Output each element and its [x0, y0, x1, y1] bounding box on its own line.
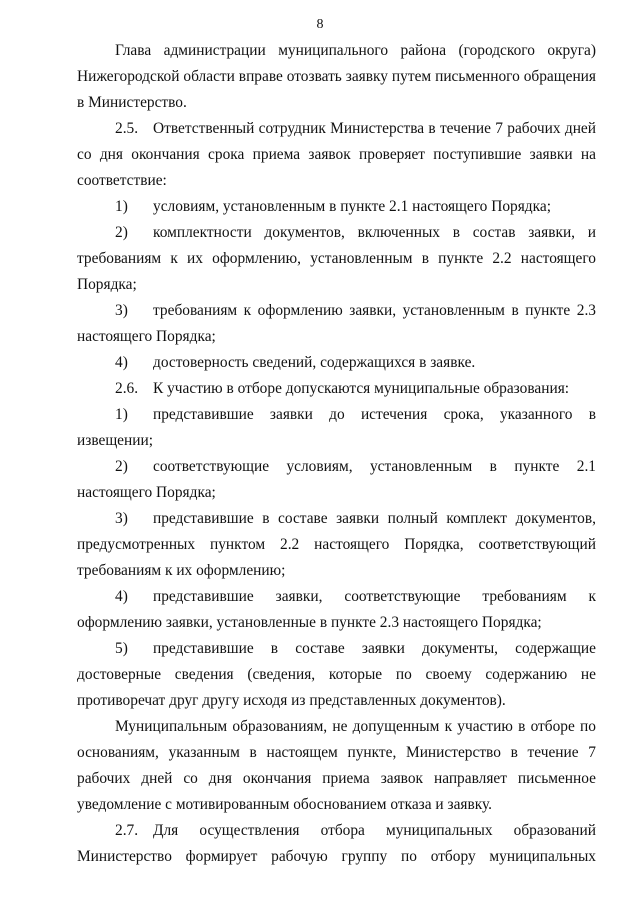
list-item-text: представившие в составе заявки документы, содержащие достоверные сведения (сведения, которые по своему содержанию не противоречат друг другу исходя из представленных документов).	[77, 640, 596, 709]
list-item-text: требованиям к оформлению заявки, установленным в пункте 2.3 настоящего Порядка;	[77, 302, 596, 345]
paragraph-text: Муниципальным образованиям, не допущенным к участию в отборе по основаниям, указанным в настоящем пункте, Министерство в течение 7 рабочих дней со дня окончания приема заявок направляет письменное уведомление с мотивированным обоснованием отказа и заявку.	[77, 718, 596, 813]
list-item	[77, 220, 596, 298]
clause-text: К участию в отборе допускаются муниципальные образования:	[153, 380, 570, 397]
list-item	[77, 194, 596, 220]
list-item	[77, 584, 596, 636]
list-item-number: 3)	[115, 302, 128, 319]
list-item-number: 2)	[115, 458, 128, 475]
list-item-number: 4)	[115, 354, 128, 371]
list-item-number: 1)	[115, 198, 128, 215]
list-item-number: 2)	[115, 224, 128, 241]
paragraph-text: Глава администрации муниципального района (городского округа) Нижегородской области вправе отозвать заявку путем письменного обращения в Министерство.	[77, 42, 596, 111]
list-item	[77, 636, 596, 714]
clause-2-6	[77, 376, 596, 402]
clause-text: Для осуществления отбора муниципальных образований Министерство формирует рабочую группу по отбору муниципальных	[77, 822, 596, 865]
list-item	[77, 506, 596, 584]
list-item	[77, 350, 596, 376]
list-item	[77, 402, 596, 454]
list-item-text: представившие заявки, соответствующие требованиям к оформлению заявки, установленные в пункте 2.3 настоящего Порядка;	[77, 588, 596, 631]
document-body	[77, 38, 596, 870]
clause-text: Ответственный сотрудник Министерства в течение 7 рабочих дней со дня окончания срока приема заявок проверяет поступившие заявки на соответствие:	[77, 120, 596, 189]
paragraph	[77, 38, 596, 116]
list-item-number: 3)	[115, 510, 128, 527]
list-item-text: комплектности документов, включенных в состав заявки, и требованиям к их оформлению, установленным в пункте 2.2 настоящего Порядка;	[77, 224, 596, 293]
list-item	[77, 298, 596, 350]
list-item-text: условиям, установленным в пункте 2.1 настоящего Порядка;	[153, 198, 551, 215]
clause-2-7	[77, 818, 596, 870]
clause-2-5	[77, 116, 596, 194]
list-item-text: представившие в составе заявки полный комплект документов, предусмотренных пунктом 2.2 настоящего Порядка, соответствующий требованиям к их оформлению;	[77, 510, 596, 579]
clause-number: 2.7.	[115, 822, 139, 839]
list-item-number: 5)	[115, 640, 128, 657]
page-number: 8	[316, 17, 324, 32]
clause-number: 2.5.	[115, 120, 139, 137]
clause-number: 2.6.	[115, 380, 139, 397]
list-item-number: 1)	[115, 406, 128, 423]
list-item-text: соответствующие условиям, установленным в пункте 2.1 настоящего Порядка;	[77, 458, 596, 501]
paragraph	[77, 714, 596, 818]
list-item	[77, 454, 596, 506]
list-item-number: 4)	[115, 588, 128, 605]
list-item-text: представившие заявки до истечения срока, указанного в извещении;	[77, 406, 596, 449]
list-item-text: достоверность сведений, содержащихся в заявке.	[153, 354, 476, 371]
